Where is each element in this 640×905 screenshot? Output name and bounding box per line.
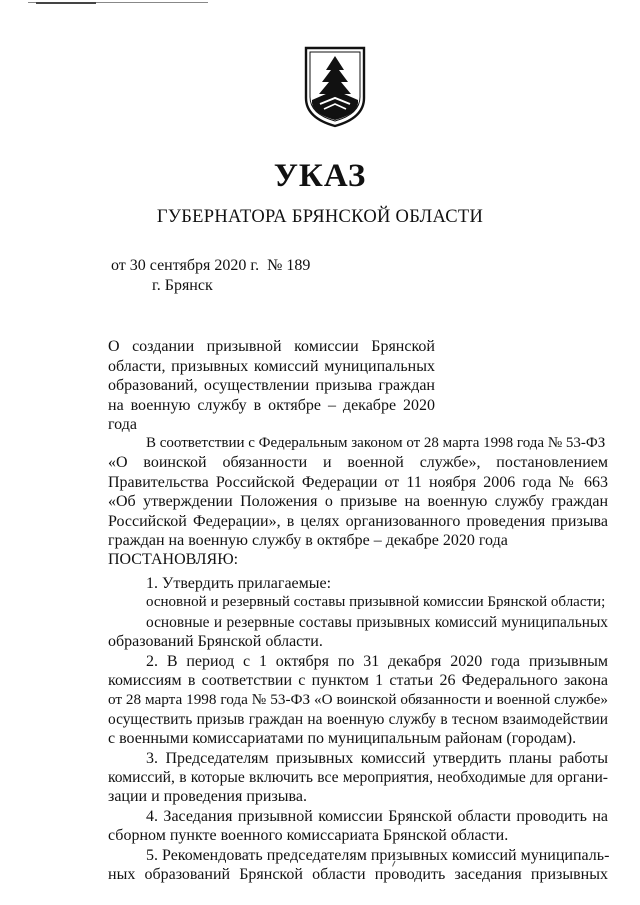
item-line: 2. В период с 1 октября по 31 декабря 2020 года призывным bbox=[146, 652, 608, 670]
date-line bbox=[111, 257, 310, 275]
item-line: образований Брянской области. bbox=[108, 633, 323, 651]
decree-items bbox=[108, 574, 608, 885]
item-line: комиссий, в которые включить все мероприятия, необходимые для органи- bbox=[108, 769, 608, 787]
item-line: основные и резервные составы призывных комиссий муниципальных bbox=[146, 613, 608, 631]
number-sign: № bbox=[267, 257, 283, 274]
decree-date: от 30 сентября 2020 г. bbox=[111, 257, 260, 274]
item-line: комиссиям в соответствии с пунктом 1 статьи 26 Федерального закона bbox=[108, 672, 608, 690]
item-line: ных образований Брянской области проводить заседания призывных bbox=[108, 866, 608, 884]
document-subtitle: ГУБЕРНАТОРА БРЯНСКОЙ ОБЛАСТИ bbox=[156, 207, 484, 227]
decree-subject bbox=[108, 337, 435, 435]
preamble-line: Правительства Российской Федерации от 11 ноября 2006 года № 663 bbox=[108, 473, 608, 491]
item-line: осуществить призыв граждан на военную службу в тесном взаимодействии bbox=[108, 710, 608, 728]
preamble-line: «О воинской обязанности и военной службе», постановлением bbox=[108, 454, 608, 472]
item-line: 5. Рекомендовать председателям призывных комиссий муниципаль- bbox=[146, 846, 610, 864]
preamble-line: «Об утверждении Положения о призыве на военную службу граждан bbox=[108, 493, 608, 511]
decree-number: 189 bbox=[286, 257, 311, 274]
resolution-word: ПОСТАНОВЛЯЮ: bbox=[108, 551, 239, 569]
item-line: 4. Заседания призывной комиссии Брянской области проводить на bbox=[146, 807, 608, 825]
subject-line: на военную службу в октябре – декабре 2020 года bbox=[108, 396, 435, 433]
item-line: 1. Утвердить прилагаемые: bbox=[146, 575, 332, 592]
subject-line: образований, осуществлении призыва граждан bbox=[108, 377, 435, 394]
preamble-line: граждан на военную службу в октябре – декабре 2020 года bbox=[108, 532, 508, 550]
preamble-line: В соответствии с Федеральным законом от 28 марта 1998 года № 53-ФЗ bbox=[146, 435, 606, 451]
item-line: основной и резервный составы призывной комиссии Брянской области; bbox=[146, 594, 606, 611]
preamble-line: Российской Федерации», в целях организованного проведения призыва bbox=[108, 512, 608, 530]
document-title: УКАЗ bbox=[273, 158, 367, 194]
subject-line: О создании призывной комиссии Брянской bbox=[108, 338, 435, 355]
item-line: 3. Председателям призывных комиссий утвердить планы работы bbox=[146, 749, 608, 767]
item-line: от 28 марта 1998 года № 53-ФЗ «О воинской обязанности и военной службе» bbox=[108, 691, 608, 709]
item-line: зации и проведения призыва. bbox=[108, 788, 307, 806]
preamble bbox=[108, 434, 608, 570]
coat-of-arms-icon bbox=[302, 46, 368, 128]
decree-city: г. Брянск bbox=[152, 277, 213, 294]
item-line: с военными комиссариатами по муниципальным районам (городам). bbox=[108, 730, 577, 748]
subject-line: области, призывных комиссий муниципальных bbox=[108, 357, 435, 375]
item-line: сборном пункте военного комиссариата Брянской области. bbox=[108, 827, 509, 845]
top-rule-mark bbox=[36, 2, 96, 4]
